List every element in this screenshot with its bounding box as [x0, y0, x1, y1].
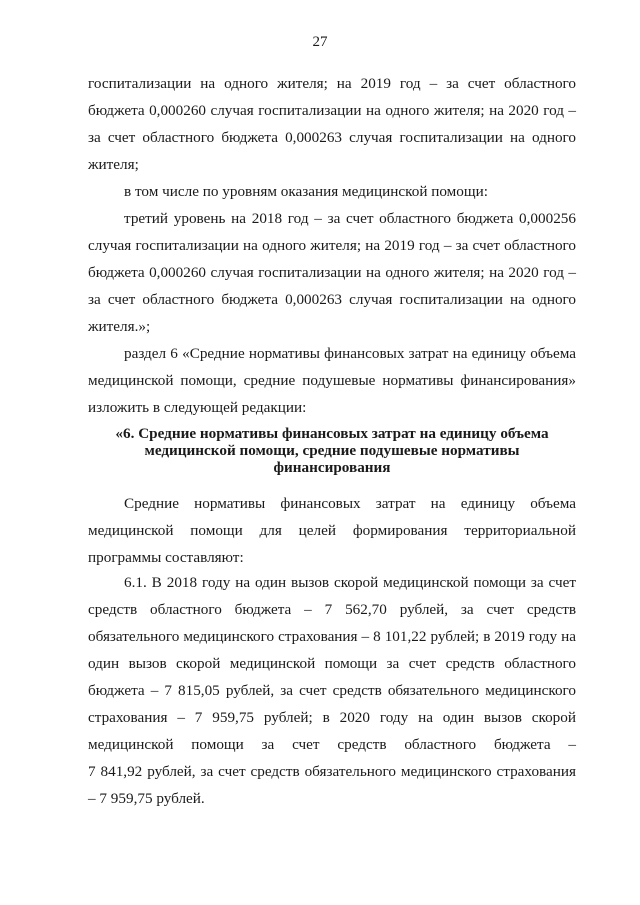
text-line: за счет областного бюджета 0,000263 случая госпитализации на одного — [88, 129, 576, 146]
text-line: третий уровень на 2018 год – за счет областного бюджета 0,000256 — [124, 210, 576, 227]
text-line: в том числе по уровням оказания медицинской помощи: — [124, 183, 488, 200]
heading-line: финансирования — [273, 459, 391, 476]
text-line: медицинской помощи для целей формирования территориальной — [88, 522, 576, 539]
text-line: обязательного медицинского страхования – 8 101,22 рублей; в 2019 году на — [88, 628, 576, 645]
text-line: бюджета 0,000260 случая госпитализации на одного жителя; на 2020 год – — [88, 102, 576, 119]
text-line: медицинской помощи за счет средств областного бюджета – — [88, 736, 576, 753]
text-line: бюджета – 7 815,05 рублей, за счет средств обязательного медицинского — [88, 682, 576, 699]
heading-line: медицинской помощи, средние подушевые нормативы — [144, 442, 520, 459]
text-line: Средние нормативы финансовых затрат на единицу объема — [124, 495, 576, 512]
text-line: изложить в следующей редакции: — [88, 399, 307, 416]
paragraph-item-6-1 — [88, 569, 576, 812]
text-line: бюджета 0,000260 случая госпитализации на одного жителя; на 2020 год – — [88, 264, 576, 281]
text-line: – 7 959,75 рублей. — [88, 790, 205, 807]
text-line: случая госпитализации на одного жителя; на 2019 год – за счет областного — [88, 237, 576, 254]
text-line: один вызов скорой медицинской помощи за счет средств областного — [88, 655, 576, 672]
text-line: госпитализации на одного жителя; на 2019 год – за счет областного — [88, 75, 576, 92]
section-heading — [88, 425, 576, 476]
paragraph-care-levels — [88, 178, 576, 205]
heading-line: «6. Средние нормативы финансовых затрат на единицу объема — [115, 425, 549, 442]
text-line: за счет областного бюджета 0,000263 случая госпитализации на одного — [88, 291, 576, 308]
text-line: средств областного бюджета – 7 562,70 рублей, за счет средств — [88, 601, 576, 618]
paragraph-third-level — [88, 205, 576, 340]
text-line: раздел 6 «Средние нормативы финансовых затрат на единицу объема — [124, 345, 576, 362]
page-number: 27 — [312, 34, 328, 50]
text-line: 7 841,92 рублей, за счет средств обязательного медицинского страхования — [88, 763, 576, 780]
text-line: жителя.»; — [88, 318, 151, 335]
text-line: страхования – 7 959,75 рублей; в 2020 году на один вызов скорой — [88, 709, 576, 726]
text-line: 6.1. В 2018 году на один вызов скорой медицинской помощи за счет — [124, 574, 576, 591]
paragraph-standards-intro — [88, 490, 576, 571]
text-line: медицинской помощи, средние подушевые нормативы финансирования» — [88, 372, 576, 389]
paragraph-section-6-instruction — [88, 340, 576, 421]
text-line: программы составляют: — [88, 549, 244, 566]
paragraph-hospitalization-continuation — [88, 70, 576, 178]
text-line: жителя; — [88, 156, 139, 173]
